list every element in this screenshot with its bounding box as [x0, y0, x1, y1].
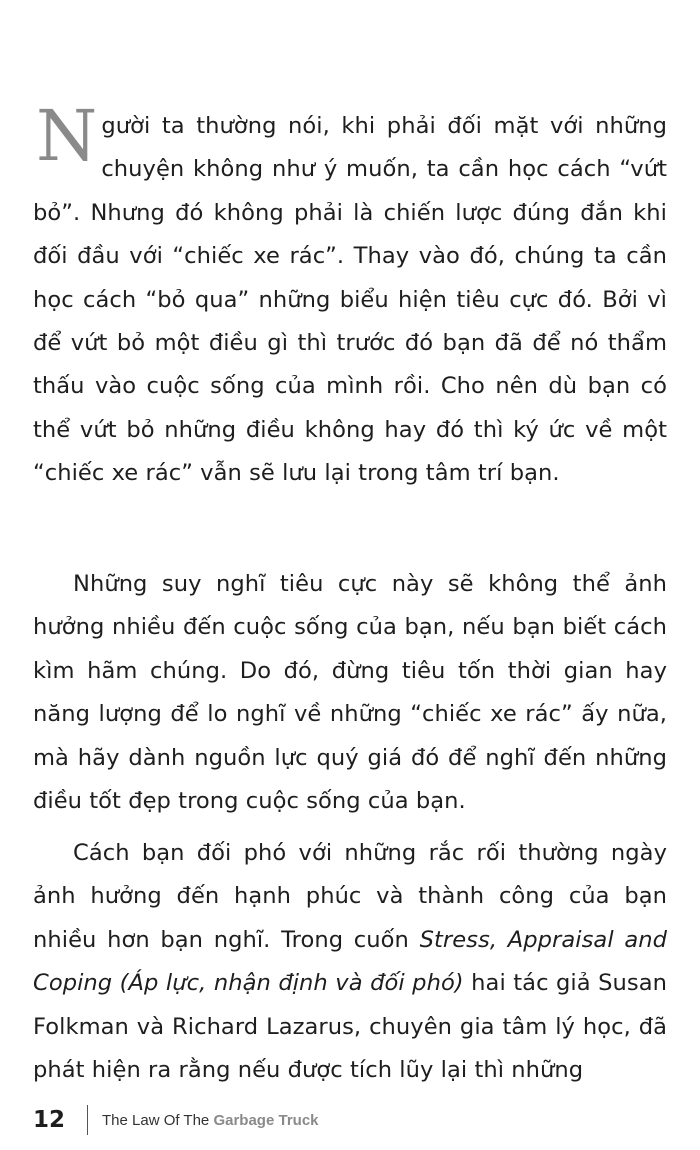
paragraph-3	[33, 832, 667, 1092]
paragraph-2: Những suy nghĩ tiêu cực này sẽ không thể ảnh hưởng nhiều đến cuộc sống của bạn, nếu bạn biết cách kìm hãm chúng. Do đó, đừng tiêu tốn thời gian hay năng lượng để lo nghĩ về những “chiếc xe rác” ấy nữa, mà hãy dành nguồn lực quý giá đó để nghĩ đến những điều tốt đẹp trong cuộc sống của bạn.	[33, 571, 667, 815]
running-title	[102, 1112, 319, 1129]
footer-divider	[87, 1105, 88, 1135]
book-citation: Stress, Appraisal and Coping (Áp lực, nhận định và đối phó)	[33, 926, 667, 997]
paragraph-3-text-end: hai tác giả Susan Folkman và Richard Lazarus, chuyên gia tâm lý học, đã phát hiện ra rằng nếu được tích lũy lại thì những	[33, 970, 667, 1084]
page-footer	[33, 1102, 319, 1138]
paragraph-3-text-start: Cách bạn đối phó với những rắc rối thường ngày ảnh hưởng đến hạnh phúc và thành công của bạn nhiều hơn bạn nghĩ. Trong cuốn	[33, 840, 667, 953]
running-title-plain: The Law Of The	[102, 1111, 214, 1129]
running-title-bold: Garbage Truck	[213, 1111, 319, 1129]
page-number: 12	[33, 1107, 66, 1133]
paragraph-1-text: gười ta thường nói, khi phải đối mặt với những chuyện không như ý muốn, ta cần học cách “vứt bỏ”. Nhưng đó không phải là chiến lược đúng đắn khi đối đầu với “chiếc xe rác”. Thay vào đó, chúng ta cần học cách “bỏ qua” những biểu hiện tiêu cực đó. Bởi vì để vứt bỏ một điều gì thì trước đó bạn đã để nó thẩm thấu vào cuộc sống của mình rồi. Cho nên dù bạn có thể vứt bỏ những điều không hay đó thì ký ức về một “chiếc xe rác” vẫn sẽ lưu lại trong tâm trí bạn.	[33, 113, 667, 487]
drop-cap: N	[36, 95, 98, 177]
paragraph-1	[33, 95, 667, 496]
